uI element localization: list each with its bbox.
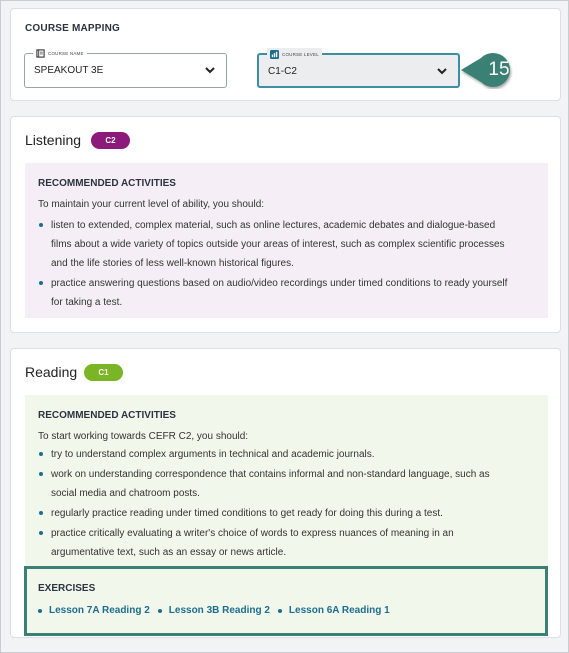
exercise-item [278, 605, 390, 616]
reading-level-badge: C1 [84, 364, 123, 381]
exercises-box [24, 566, 548, 636]
listening-activity-list [38, 216, 507, 312]
list-item-line: listen to extended, complex material, such as online lectures, academic debates and dialogue-based [51, 220, 496, 231]
list-item-line: practice critically evaluating a writer's choice of words to express nuances of meaning in an [51, 528, 454, 539]
listening-title: Listening [25, 132, 82, 148]
listening-intro: To maintain your current level of ability, you should: [38, 199, 265, 210]
reading-recommended-heading: RECOMMENDED ACTIVITIES [38, 410, 176, 421]
listening-card [10, 116, 561, 333]
exercise-link-7a-reading-2[interactable]: Lesson 7A Reading 2 [49, 605, 150, 616]
list-item-line: regularly practice reading under timed conditions to get ready for doing this during a test. [51, 508, 443, 519]
list-item [38, 524, 490, 562]
course-mapping-title: COURSE MAPPING [25, 23, 121, 34]
course-level-select[interactable] [257, 53, 460, 88]
list-item-line: for taking a test. [51, 297, 123, 308]
reading-card [10, 348, 561, 638]
bullet-icon [38, 609, 42, 613]
bullet-icon [158, 609, 162, 613]
listening-recommended-heading: RECOMMENDED ACTIVITIES [38, 178, 176, 189]
reading-intro: To start working towards CEFR C2, you should: [38, 431, 249, 442]
exercise-item [38, 605, 150, 616]
listening-recommended-box [25, 163, 548, 318]
list-item [38, 216, 507, 273]
list-item-line: practice answering questions based on audio/video recordings under timed conditions to ready yourself [51, 278, 508, 289]
book-icon [36, 49, 45, 58]
reading-title: Reading [25, 364, 78, 380]
exercises-heading: EXERCISES [38, 583, 96, 594]
course-name-select[interactable] [24, 50, 227, 88]
exercise-item [158, 605, 270, 616]
course-name-value: SPEAKOUT 3E [34, 65, 104, 76]
list-item-line: work on understanding correspondence that contains informal and non-standard language, such as [51, 469, 490, 480]
listening-level-badge: C2 [91, 132, 130, 149]
list-item [38, 274, 507, 312]
list-item-line: try to understand complex arguments in technical and academic journals. [51, 449, 375, 460]
step-callout-number: 15 [488, 59, 510, 80]
list-item-line: social media and chatroom posts. [51, 488, 200, 499]
list-item [38, 465, 490, 503]
course-level-label: COURSE LEVEL [282, 51, 319, 57]
list-item-line: films about a wide variety of topics outside your areas of interest, such as complex scientific processes [51, 239, 505, 250]
bullet-icon [278, 609, 282, 613]
course-level-legend [267, 48, 322, 60]
chevron-down-icon [435, 64, 449, 78]
chevron-down-icon [203, 63, 217, 77]
course-level-value: C1-C2 [268, 66, 297, 77]
exercise-link-3b-reading-2[interactable]: Lesson 3B Reading 2 [168, 605, 270, 616]
reading-activity-list [38, 445, 490, 562]
list-item-line: argumentative text, such as an essay or news article. [51, 547, 287, 558]
list-item [38, 504, 490, 523]
course-name-legend [33, 47, 87, 59]
exercise-link-6a-reading-1[interactable]: Lesson 6A Reading 1 [288, 605, 390, 616]
exercise-links [38, 605, 390, 616]
list-item-line: and the life stories of less well-known historical figures. [51, 258, 294, 269]
level-chart-icon [270, 50, 279, 59]
list-item [38, 445, 490, 464]
course-name-label: COURSE NAME [48, 50, 84, 56]
